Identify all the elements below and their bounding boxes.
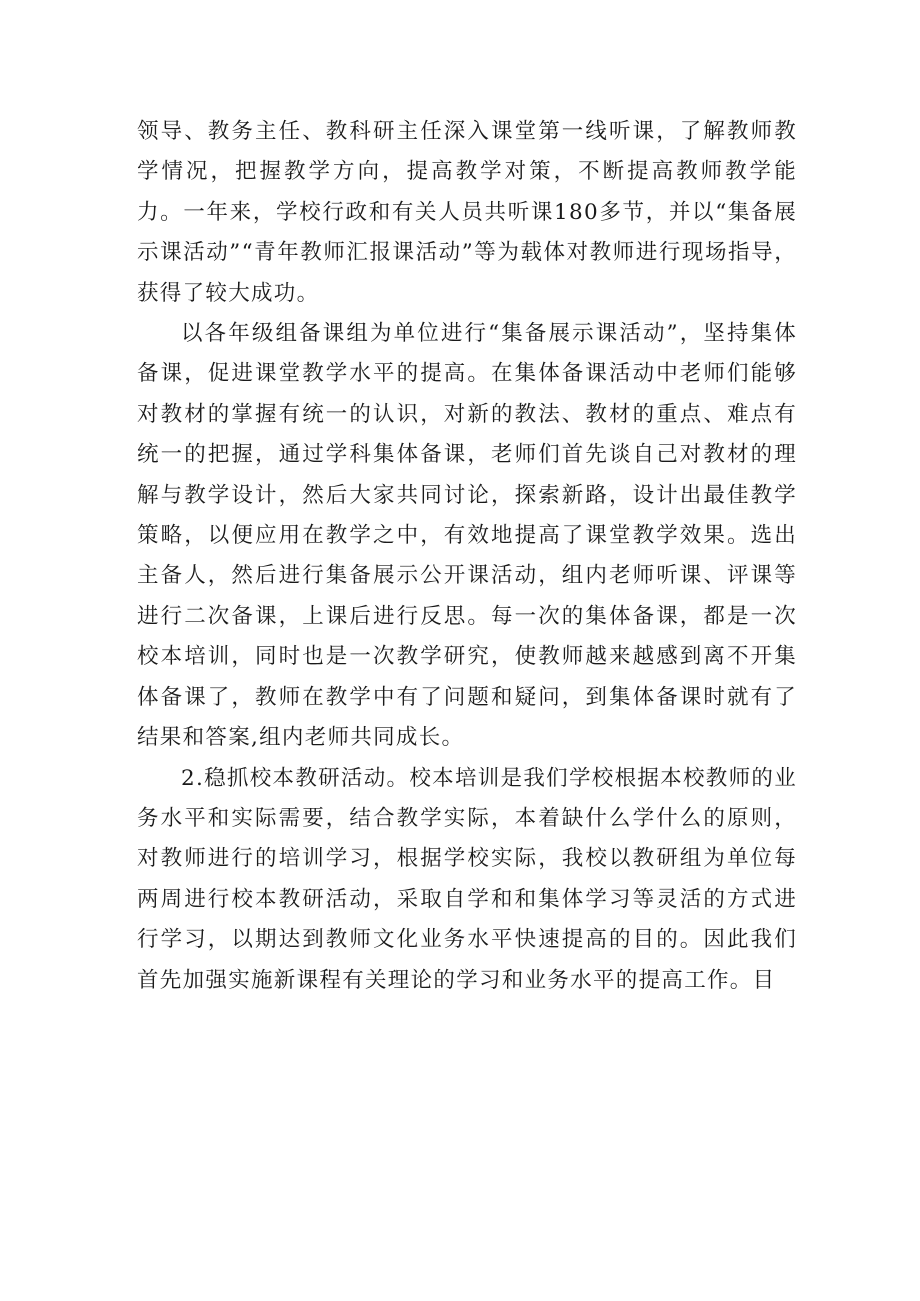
document-body	[137, 112, 797, 1001]
paragraph-1: 领导、教务主任、教科研主任深入课堂第一线听课，了解教师教学情况，把握教学方向，提高教学对策，不断提高教师教学能力。一年来，学校行政和有关人员共听课180多节，并以“集备展示课活动”“青年教师汇报课活动”等为载体对教师进行现场指导，获得了较大成功。	[137, 119, 797, 306]
paragraph-3: 2.稳抓校本教研活动。校本培训是我们学校根据本校教师的业务水平和实际需要，结合教学实际，本着缺什么学什么的原则，对教师进行的培训学习，根据学校实际，我校以教研组为单位每两周进行校本教研活动，采取自学和和集体学习等灵活的方式进行学习，以期达到教师文化业务水平快速提高的目的。因此我们首先加强实施新课程有关理论的学习和业务水平的提高工作。目	[137, 765, 797, 993]
paragraph-2: 以各年级组备课组为单位进行“集备展示课活动”，坚持集体备课，促进课堂教学水平的提高。在集体备课活动中老师们能够对教材的掌握有统一的认识，对新的教法、教材的重点、难点有统一的把握，通过学科集体备课，老师们首先谈自己对教材的理解与教学设计，然后大家共同讨论，探索新路，设计出最佳教学策略，以便应用在教学之中，有效地提高了课堂教学效果。选出主备人，然后进行集备展示公开课活动，组内老师听课、评课等进行二次备课，上课后进行反思。每一次的集体备课，都是一次校本培训，同时也是一次教学研究，使教师越来越感到离不开集体备课了，教师在教学中有了问题和疑问，到集体备课时就有了结果和答案,组内老师共同成长。	[137, 321, 797, 751]
